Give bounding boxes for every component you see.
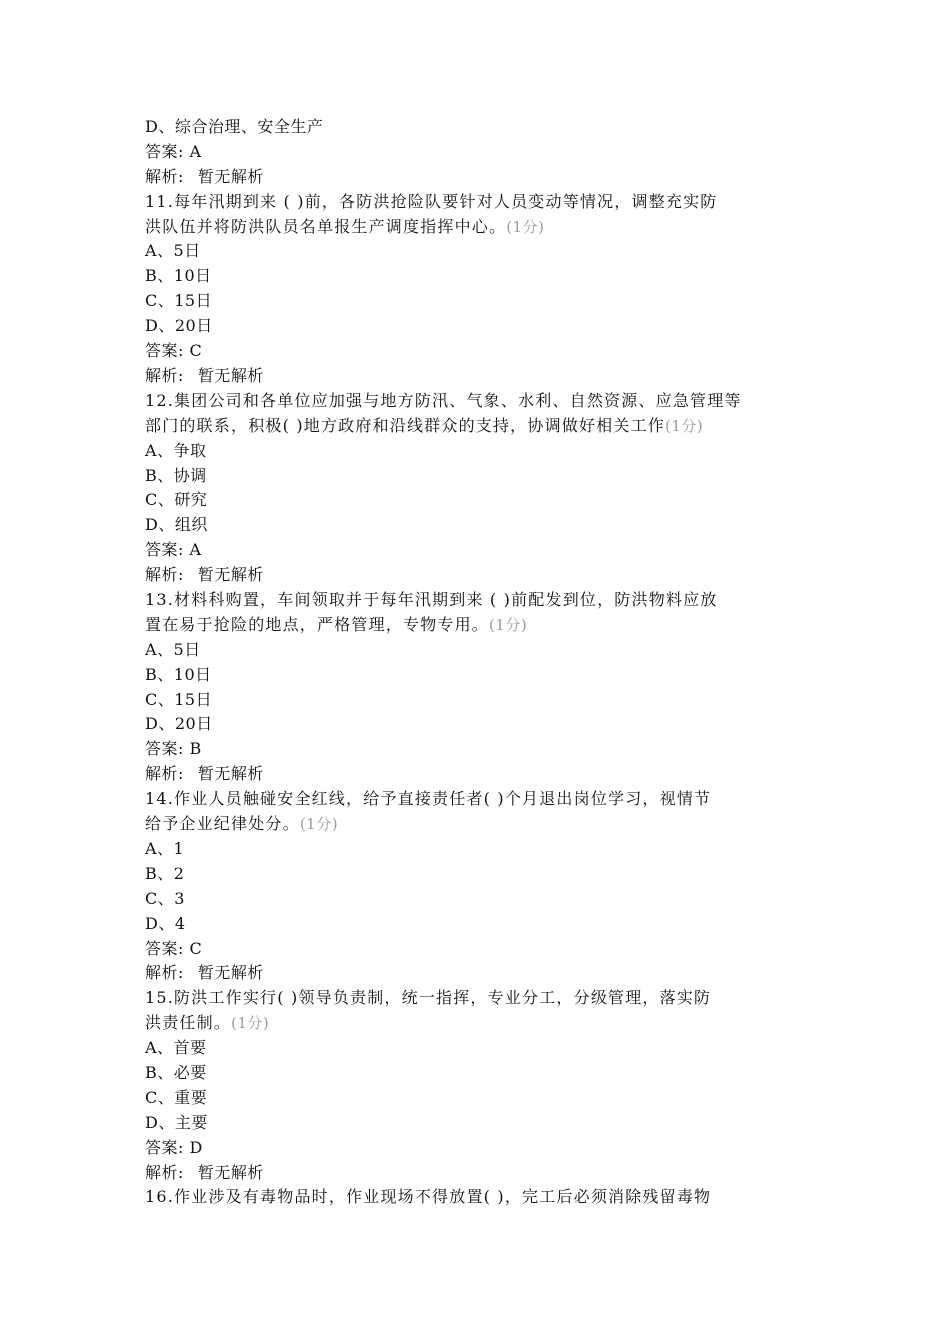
answer-label: 答案: — [145, 341, 184, 361]
answer-label: 答案: — [145, 141, 184, 161]
question-11-option-c: C、15日 — [145, 291, 213, 311]
question-11-line-1: 11.每年汛期到来 ( )前，各防洪抢险队要针对人员变动等情况，调整充实防 — [145, 191, 718, 211]
question-16-line-1: 16.作业涉及有毒物品时，作业现场不得放置( )，完工后必须消除残留毒物 — [145, 1187, 712, 1207]
question-15-score: (1分) — [231, 1014, 270, 1033]
question-12-score: (1分) — [664, 416, 704, 435]
question-13-analysis — [145, 762, 815, 787]
question-15-line-1: 15.防洪工作实行( )领导负责制，统一指挥，专业分工，分级管理，落实防 — [145, 988, 712, 1008]
answer-label: 答案: — [145, 1137, 184, 1157]
question-12-line-1: 12.集团公司和各单位应加强与地方防汛、气象、水利、自然资源、应急管理等 — [145, 390, 742, 410]
question-13-answer — [145, 737, 815, 762]
answer-label: 答案: — [145, 938, 184, 958]
question-14-option-d: D、4 — [145, 913, 186, 933]
question-15-option-a: A、首要 — [145, 1038, 207, 1058]
question-14-answer — [145, 937, 815, 962]
answer-value: C — [189, 938, 203, 958]
question-15-option-c: C、重要 — [145, 1087, 208, 1107]
analysis-label: 解析: — [145, 963, 184, 983]
document-page — [145, 115, 815, 1210]
question-14-option-c: C、3 — [145, 888, 185, 908]
question-14-option-a: A、1 — [145, 838, 185, 858]
question-13-score: (1分) — [489, 615, 528, 634]
question-14-line-1: 14.作业人员触碰安全红线，给予直接责任者( )个月退出岗位学习，视情节 — [145, 789, 712, 809]
question-14-line-2 — [145, 812, 815, 837]
analysis-label: 解析: — [145, 565, 184, 585]
answer-value: B — [189, 739, 202, 759]
question-11-option-d: D、20日 — [145, 316, 213, 336]
question-14-option-b: B、2 — [145, 863, 185, 883]
question-12-option-c: C、研究 — [145, 490, 208, 510]
answer-value: D — [189, 1137, 203, 1157]
question-13-option-a: A、5日 — [145, 639, 201, 659]
answer-label: 答案: — [145, 739, 184, 759]
question-15-analysis — [145, 1161, 815, 1186]
analysis-text: 暂无解析 — [197, 1162, 264, 1182]
question-11-line-2 — [145, 215, 815, 240]
question-15-text: 洪责任制。 — [145, 1013, 232, 1033]
question-11-option-b: B、10日 — [145, 266, 212, 286]
question-14-text: 给予企业纪律处分。 — [145, 814, 300, 834]
question-12-answer — [145, 538, 815, 563]
question-14-score: (1分) — [299, 815, 339, 834]
question-12-line-2 — [145, 414, 815, 439]
answer-value: C — [189, 341, 203, 361]
analysis-line — [145, 165, 815, 190]
question-15-line-2 — [145, 1011, 815, 1036]
analysis-label: 解析: — [145, 166, 184, 186]
analysis-text: 暂无解析 — [197, 963, 264, 983]
question-12-option-a: A、争取 — [145, 440, 207, 460]
question-13-option-d: D、20日 — [145, 714, 213, 734]
analysis-label: 解析: — [145, 1162, 184, 1182]
analysis-text: 暂无解析 — [197, 764, 264, 784]
analysis-text: 暂无解析 — [197, 166, 264, 186]
question-12-option-b: B、协调 — [145, 465, 207, 485]
option-d: D、综合治理、安全生产 — [145, 117, 324, 136]
question-12-option-d: D、组织 — [145, 515, 208, 535]
question-15-answer — [145, 1136, 815, 1161]
question-11-analysis — [145, 364, 815, 389]
question-11-option-a: A、5日 — [145, 241, 201, 261]
question-11-answer — [145, 339, 815, 364]
question-14-analysis — [145, 961, 815, 986]
question-13-option-c: C、15日 — [145, 689, 213, 709]
question-13-text: 置在易于抢险的地点，严格管理，专物专用。 — [145, 614, 490, 634]
answer-line — [145, 140, 815, 165]
analysis-text: 暂无解析 — [197, 565, 264, 585]
question-11-score: (1分) — [506, 217, 545, 236]
question-15-option-b: B、必要 — [145, 1063, 207, 1082]
analysis-label: 解析: — [145, 365, 184, 385]
answer-value: A — [189, 540, 202, 560]
question-12-analysis — [145, 563, 815, 588]
answer-value: A — [189, 141, 202, 161]
question-11-text: 洪队伍并将防洪队员名单报生产调度指挥中心。 — [145, 216, 507, 236]
question-12-text: 部门的联系，积极( )地方政府和沿线群众的支持，协调做好相关工作 — [145, 415, 665, 435]
answer-label: 答案: — [145, 540, 184, 560]
analysis-text: 暂无解析 — [197, 365, 264, 385]
question-13-line-2 — [145, 613, 815, 638]
question-13-option-b: B、10日 — [145, 664, 212, 684]
analysis-label: 解析: — [145, 764, 184, 784]
question-15-option-d: D、主要 — [145, 1112, 208, 1132]
question-13-line-1: 13.材料科购置，车间领取并于每年汛期到来 ( )前配发到位，防洪物料应放 — [145, 589, 718, 609]
